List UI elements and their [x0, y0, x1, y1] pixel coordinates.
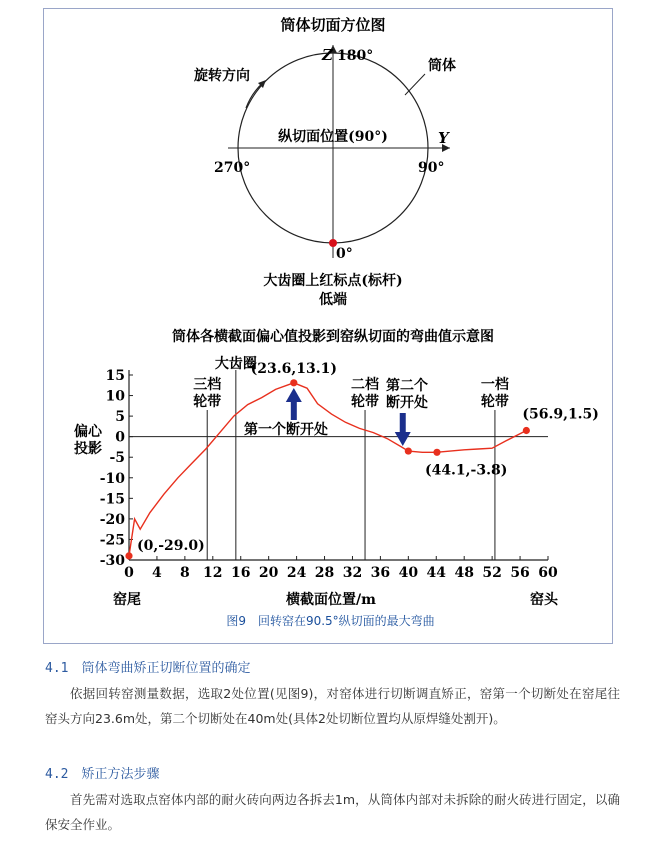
- section-position-label: 纵切面位置(90°): [278, 129, 388, 145]
- x-tick-label: 60: [538, 565, 558, 581]
- x-tick-label: 24: [286, 565, 307, 581]
- y-tick-label: -10: [99, 470, 125, 487]
- rotation-direction-label: 旋转方向: [194, 68, 250, 84]
- x-tick-label: 40: [398, 565, 419, 581]
- x-tick-label: 28: [314, 565, 335, 581]
- x-tick-label: 56: [510, 565, 530, 581]
- data-point-label: (23.6,13.1): [250, 360, 337, 377]
- marker-label-line1: 大齿圈上红标点(标杆): [263, 273, 403, 289]
- y-tick-label: 15: [105, 368, 125, 384]
- x-tick-label: 36: [370, 565, 391, 581]
- x-tick-label: 0: [124, 565, 134, 581]
- angle-90-label: 90°: [418, 160, 445, 176]
- y-tick-label: -30: [99, 553, 125, 569]
- y-tick-label: 10: [105, 388, 125, 405]
- x-tick-label: 16: [230, 565, 251, 581]
- section-heading-4-1: 4.1 筒体弯曲矫正切断位置的确定: [45, 661, 251, 676]
- y-tick-label: -15: [99, 491, 125, 508]
- x-tick-label: 48: [454, 565, 474, 581]
- first-cut-label: 第一个断开处: [244, 422, 328, 438]
- chart-title: 筒体各横截面偏心值投影到窑纵切面的弯曲值示意图: [172, 329, 494, 345]
- data-point-label: (44.1,-3.8): [424, 462, 508, 479]
- second-cut-label-line2: 断开处: [386, 395, 428, 411]
- y-tick-label: 5: [115, 409, 125, 426]
- x-tick-label: 52: [482, 565, 502, 581]
- x-axis-label: 横截面位置/m: [286, 592, 376, 608]
- data-point: [433, 449, 440, 456]
- second-cut-label-line1: 第二个: [386, 378, 428, 394]
- data-point-label: (0,-29.0): [137, 537, 205, 554]
- angle-180-label: 180°: [337, 48, 374, 64]
- data-point-label: (56.9,1.5): [522, 406, 599, 423]
- vline-label-line1: 二档: [351, 377, 380, 393]
- vline-label-line1: 三档: [193, 377, 222, 393]
- y-label-line1: 偏心: [74, 424, 102, 440]
- data-point: [125, 552, 132, 559]
- angle-270-label: 270°: [214, 160, 251, 176]
- axis-z-label: Z: [322, 46, 333, 64]
- section-paragraph-4-2: 首先需对选取点窑体内部的耐火砖向两边各拆去1m，从筒体内部对未拆除的耐火砖进行固定，以确保安全作业。: [45, 792, 620, 832]
- cut-arrow-up-icon: [286, 388, 302, 420]
- vline-label-line1: 一档: [480, 377, 509, 393]
- x-tick-label: 32: [342, 565, 363, 581]
- marker-label-line2: 低端: [319, 292, 347, 308]
- axis-y-label: Y: [438, 129, 449, 147]
- cut-arrow-down-icon: [395, 413, 411, 446]
- x-tick-label: 12: [203, 565, 223, 581]
- cylinder-pointer-line: [405, 74, 425, 95]
- x-right-label: 窑头: [530, 592, 558, 608]
- vline-label-line2: 轮带: [193, 394, 222, 410]
- data-point: [290, 379, 297, 386]
- vline-label: 大齿圈: [214, 356, 257, 372]
- x-tick-label: 4: [152, 565, 162, 581]
- y-label-line2: 投影: [74, 441, 102, 457]
- angle-0-label: 0°: [336, 246, 353, 262]
- y-tick-label: -5: [109, 450, 125, 467]
- x-tick-label: 8: [179, 565, 190, 581]
- diagram-title: 筒体切面方位图: [280, 16, 386, 34]
- data-point: [523, 427, 530, 434]
- y-tick-label: 0: [115, 429, 125, 446]
- section-heading-4-2: 4.2 矫正方法步骤: [45, 767, 160, 782]
- data-point: [405, 447, 412, 454]
- red-marker-point: [329, 239, 337, 247]
- x-tick-label: 44: [426, 565, 447, 581]
- vline-label-line2: 轮带: [351, 394, 380, 410]
- bend-chart: [100, 355, 599, 581]
- y-tick-label: -25: [99, 532, 125, 549]
- x-left-label: 窑尾: [113, 592, 141, 608]
- figure-caption: 图9 回转窑在90.5°纵切面的最大弯曲: [226, 614, 435, 628]
- section-paragraph-4-1: 依据回转窑测量数据，选取2处位置(见图9)，对窑体进行切断调直矫正，窑第一个切断处在窑尾往窑头方向23.6m处，第二个切断处在40m处(具体2处切断位置均从原焊缝处割开)。: [45, 686, 620, 726]
- cylinder-label: 筒体: [428, 58, 456, 74]
- y-tick-label: -20: [99, 511, 125, 528]
- x-tick-label: 20: [258, 565, 279, 581]
- vline-label-line2: 轮带: [480, 394, 509, 410]
